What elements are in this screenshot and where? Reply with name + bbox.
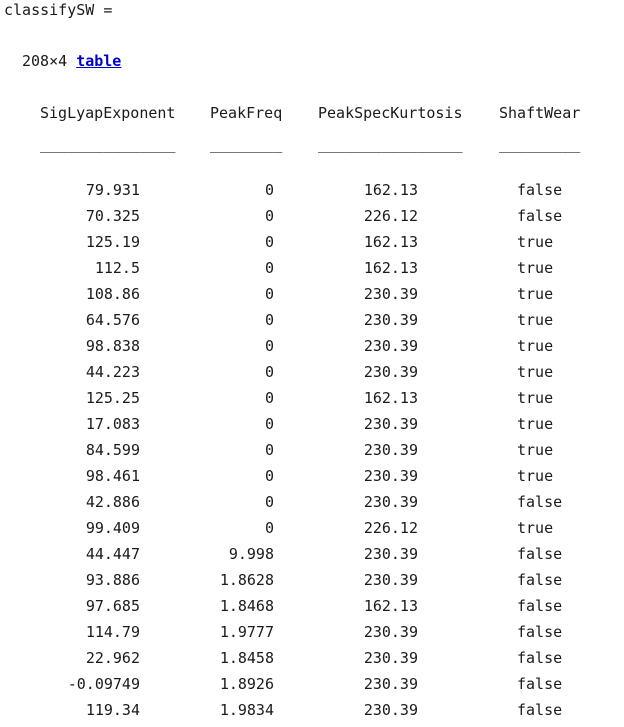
cell-shaftwear: true (517, 233, 554, 251)
cell-peakspeckurtosis: 230.39 (363, 675, 418, 693)
cell-peakfreq: 0 (264, 181, 274, 199)
table-row (0, 675, 624, 701)
table-row (0, 649, 624, 675)
cell-shaftwear: false (517, 181, 563, 199)
cell-siglyapexponent: 93.886 (85, 571, 140, 589)
cell-peakfreq: 0 (264, 519, 274, 537)
column-header-peakfreq: PeakFreq (210, 104, 283, 122)
cell-siglyapexponent: 44.223 (85, 363, 140, 381)
cell-peakfreq: 0 (264, 337, 274, 355)
cell-shaftwear: true (517, 259, 554, 277)
cell-siglyapexponent: 42.886 (85, 493, 140, 511)
cell-shaftwear: true (517, 389, 554, 407)
table-row (0, 259, 624, 285)
cell-shaftwear: false (517, 571, 563, 589)
cell-peakfreq: 1.8628 (219, 571, 274, 589)
cell-peakfreq: 1.8926 (219, 675, 274, 693)
cell-peakfreq: 1.8458 (219, 649, 274, 667)
cell-siglyapexponent: 97.685 (85, 597, 140, 615)
cell-peakfreq: 0 (264, 259, 274, 277)
table-row (0, 493, 624, 519)
cell-siglyapexponent: 44.447 (85, 545, 140, 563)
table-row (0, 337, 624, 363)
table-size-line (22, 52, 121, 70)
cell-peakspeckurtosis: 230.39 (363, 545, 418, 563)
cell-peakspeckurtosis: 230.39 (363, 467, 418, 485)
table-type-link[interactable]: table (76, 52, 122, 70)
cell-siglyapexponent: 79.931 (85, 181, 140, 199)
cell-shaftwear: true (517, 519, 554, 537)
cell-peakspeckurtosis: 162.13 (363, 259, 418, 277)
cell-peakspeckurtosis: 226.12 (363, 207, 418, 225)
cell-peakspeckurtosis: 230.39 (363, 623, 418, 641)
table-row (0, 571, 624, 597)
table-row (0, 363, 624, 389)
cell-peakfreq: 1.9834 (219, 701, 274, 719)
cell-peakfreq: 0 (264, 233, 274, 251)
cell-shaftwear: true (517, 363, 554, 381)
table-row (0, 441, 624, 467)
cell-shaftwear: false (517, 649, 563, 667)
table-row (0, 467, 624, 493)
table-row (0, 701, 624, 727)
cell-siglyapexponent: 22.962 (85, 649, 140, 667)
cell-peakspeckurtosis: 162.13 (363, 597, 418, 615)
cell-peakspeckurtosis: 230.39 (363, 649, 418, 667)
table-row (0, 233, 624, 259)
cell-peakspeckurtosis: 230.39 (363, 363, 418, 381)
column-underline-shaftwear: _________ (499, 135, 581, 153)
column-underline-siglyapexponent: _______________ (40, 135, 176, 153)
cell-peakspeckurtosis: 162.13 (363, 181, 418, 199)
cell-siglyapexponent: 84.599 (85, 441, 140, 459)
cell-peakspeckurtosis: 230.39 (363, 285, 418, 303)
column-header-siglyapexponent: SigLyapExponent (40, 104, 176, 122)
cell-peakfreq: 0 (264, 467, 274, 485)
cell-peakspeckurtosis: 230.39 (363, 337, 418, 355)
column-underline-peakfreq: ________ (210, 135, 283, 153)
cell-peakfreq: 0 (264, 311, 274, 329)
cell-siglyapexponent: 125.25 (85, 389, 140, 407)
cell-peakspeckurtosis: 230.39 (363, 701, 418, 719)
column-header-peakspeckurtosis: PeakSpecKurtosis (318, 104, 463, 122)
cell-shaftwear: false (517, 701, 563, 719)
cell-peakspeckurtosis: 162.13 (363, 389, 418, 407)
cell-siglyapexponent: 114.79 (85, 623, 140, 641)
cell-peakspeckurtosis: 230.39 (363, 571, 418, 589)
cell-siglyapexponent: 112.5 (94, 259, 140, 277)
column-underline-peakspeckurtosis: ________________ (318, 135, 463, 153)
table-row (0, 311, 624, 337)
cell-peakspeckurtosis: 230.39 (363, 415, 418, 433)
cell-peakfreq: 0 (264, 207, 274, 225)
table-row (0, 519, 624, 545)
table-dimensions: 208×4 (22, 52, 68, 70)
cell-shaftwear: true (517, 337, 554, 355)
cell-peakfreq: 1.9777 (219, 623, 274, 641)
table-row (0, 545, 624, 571)
table-body (0, 181, 624, 727)
table-row (0, 415, 624, 441)
cell-siglyapexponent: 99.409 (85, 519, 140, 537)
cell-peakfreq: 9.998 (228, 545, 274, 563)
cell-shaftwear: true (517, 415, 554, 433)
cell-shaftwear: true (517, 441, 554, 459)
cell-peakfreq: 0 (264, 493, 274, 511)
cell-shaftwear: true (517, 311, 554, 329)
cell-peakfreq: 0 (264, 415, 274, 433)
cell-shaftwear: false (517, 545, 563, 563)
cell-shaftwear: false (517, 623, 563, 641)
cell-siglyapexponent: 70.325 (85, 207, 140, 225)
cell-peakfreq: 1.8468 (219, 597, 274, 615)
cell-peakfreq: 0 (264, 285, 274, 303)
cell-peakfreq: 0 (264, 441, 274, 459)
cell-peakspeckurtosis: 226.12 (363, 519, 418, 537)
table-row (0, 389, 624, 415)
table-row (0, 181, 624, 207)
cell-siglyapexponent: 125.19 (85, 233, 140, 251)
table-row (0, 597, 624, 623)
cell-shaftwear: false (517, 493, 563, 511)
variable-name-line: classifySW = (4, 1, 113, 19)
cell-shaftwear: true (517, 467, 554, 485)
cell-peakspeckurtosis: 230.39 (363, 493, 418, 511)
cell-siglyapexponent: 17.083 (85, 415, 140, 433)
cell-peakspeckurtosis: 162.13 (363, 233, 418, 251)
cell-peakspeckurtosis: 230.39 (363, 441, 418, 459)
cell-siglyapexponent: -0.09749 (67, 675, 140, 693)
cell-shaftwear: false (517, 597, 563, 615)
cell-peakfreq: 0 (264, 389, 274, 407)
table-row (0, 623, 624, 649)
column-header-shaftwear: ShaftWear (499, 104, 581, 122)
table-row (0, 207, 624, 233)
table-row (0, 285, 624, 311)
cell-siglyapexponent: 98.838 (85, 337, 140, 355)
cell-shaftwear: true (517, 285, 554, 303)
cell-peakfreq: 0 (264, 363, 274, 381)
cell-shaftwear: false (517, 207, 563, 225)
cell-peakspeckurtosis: 230.39 (363, 311, 418, 329)
cell-shaftwear: false (517, 675, 563, 693)
cell-siglyapexponent: 98.461 (85, 467, 140, 485)
cell-siglyapexponent: 108.86 (85, 285, 140, 303)
cell-siglyapexponent: 119.34 (85, 701, 140, 719)
cell-siglyapexponent: 64.576 (85, 311, 140, 329)
